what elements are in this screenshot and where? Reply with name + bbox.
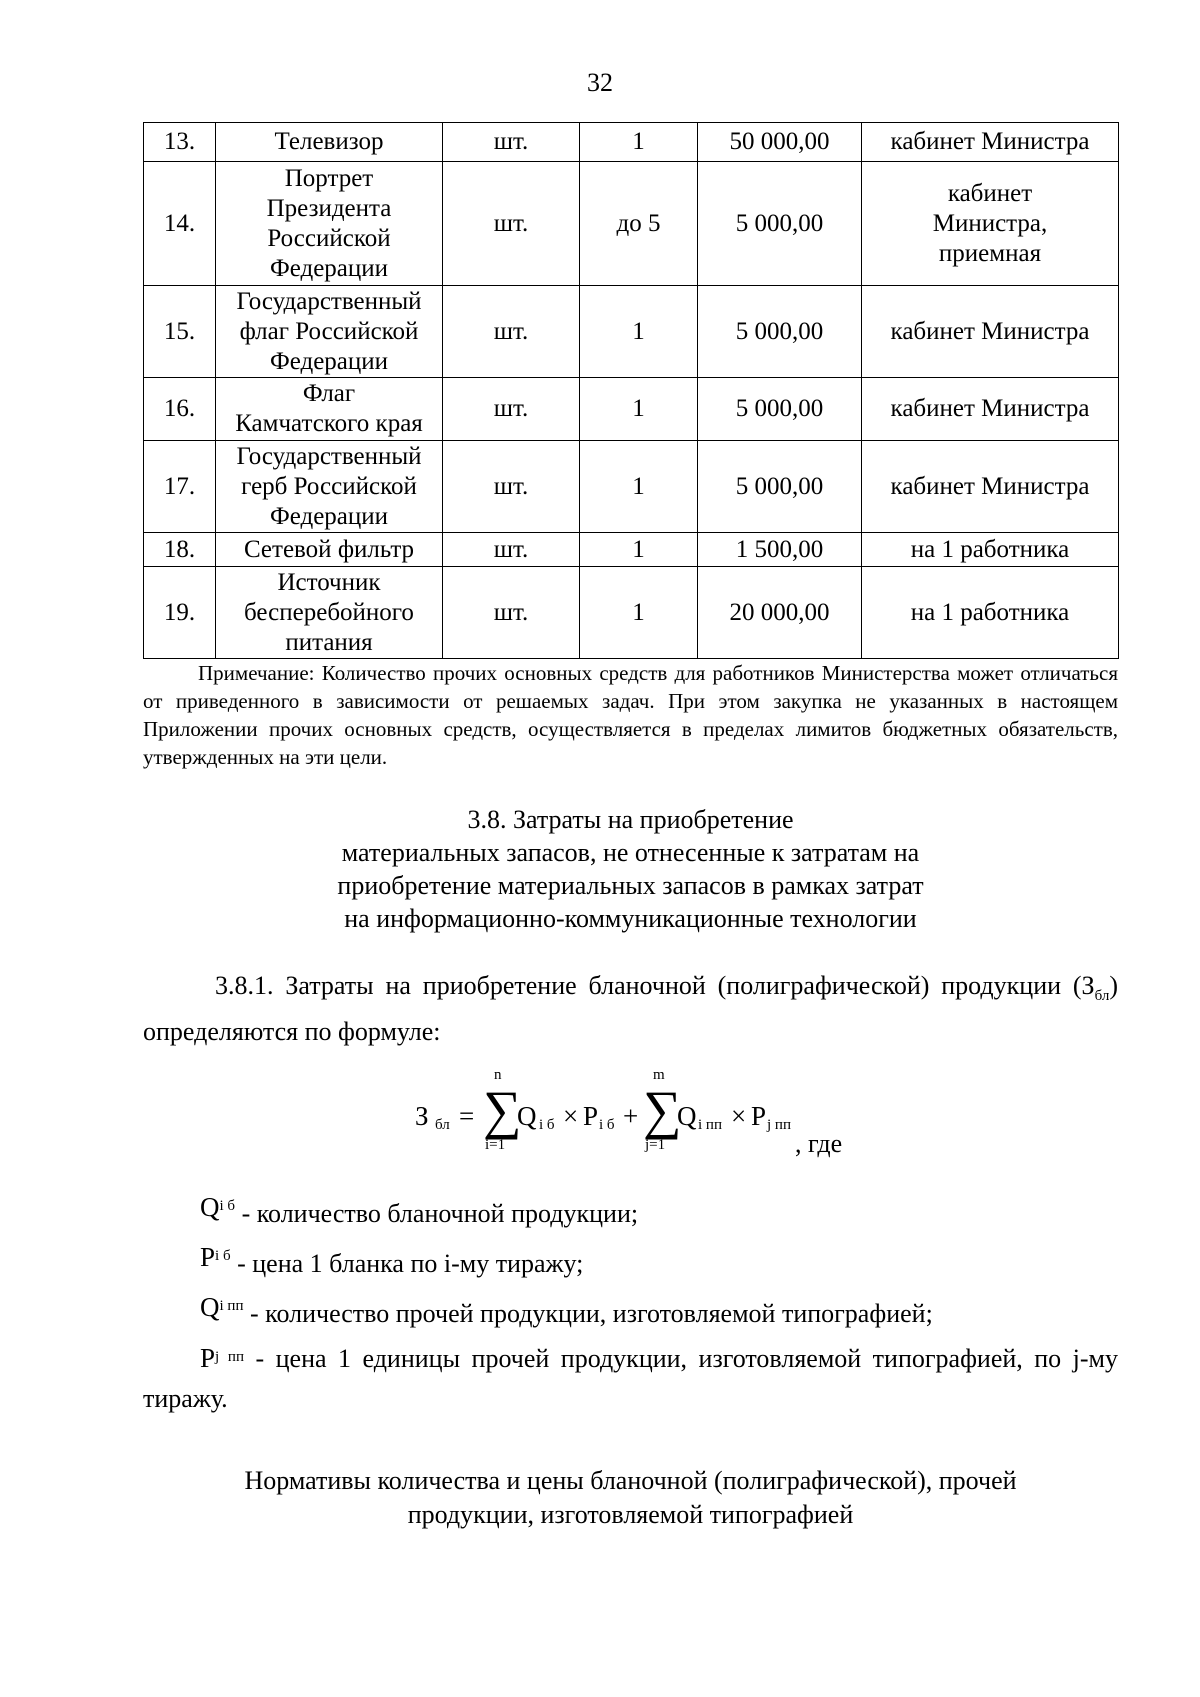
- def-text: - цена 1 единицы прочей продукции, изготовляемой типографией, по j-му тиражу.: [143, 1344, 1118, 1413]
- definition-p-other: [143, 1340, 1118, 1417]
- item-quantity: 1: [580, 286, 698, 378]
- item-name: Сетевой фильтр: [216, 533, 443, 567]
- row-number: 19.: [144, 567, 216, 659]
- cost-formula: [405, 1065, 905, 1175]
- formula-q1-subscript: i б: [539, 1117, 555, 1133]
- item-unit: шт.: [443, 441, 580, 533]
- def-subscript: j пп: [215, 1349, 244, 1365]
- table-row: [144, 286, 1119, 378]
- item-price: 20 000,00: [698, 567, 862, 659]
- def-symbol: Q: [200, 1192, 220, 1222]
- formula-p1: P: [583, 1101, 599, 1131]
- sum1-upper-limit: n: [494, 1067, 502, 1083]
- definition-q-blank: [200, 1190, 638, 1229]
- row-number: 15.: [144, 286, 216, 378]
- def-text: - количество прочей продукции, изготовляемой типографией;: [249, 1299, 933, 1328]
- item-name: Флаг Камчатского края: [216, 378, 443, 441]
- paragraph-text-end: ) определяются по формуле:: [143, 971, 1118, 1047]
- table-row: [144, 567, 1119, 659]
- row-number: 16.: [144, 378, 216, 441]
- formula-q1: Q: [517, 1101, 537, 1131]
- table-row: [144, 162, 1119, 286]
- def-text: - количество бланочной продукции;: [241, 1199, 639, 1228]
- norms-title-line: Нормативы количества и цены бланочной (полиграфической), прочей: [244, 1466, 1017, 1495]
- item-unit: шт.: [443, 123, 580, 162]
- formula-q2: Q: [677, 1101, 697, 1131]
- formula-lhs-subscript: бл: [435, 1117, 450, 1133]
- table-row: [144, 441, 1119, 533]
- item-price: 5 000,00: [698, 286, 862, 378]
- item-name: Государственный герб Российской Федерации: [216, 441, 443, 533]
- item-name: Телевизор: [216, 123, 443, 162]
- table-row: [144, 123, 1119, 162]
- item-name: Портрет Президента Российской Федерации: [216, 162, 443, 286]
- item-price: 5 000,00: [698, 162, 862, 286]
- equipment-table: [143, 122, 1119, 659]
- item-price: 1 500,00: [698, 533, 862, 567]
- item-unit: шт.: [443, 567, 580, 659]
- formula-intro-paragraph: [143, 968, 1118, 1050]
- item-quantity: 1: [580, 378, 698, 441]
- table-row: [144, 378, 1119, 441]
- item-location: кабинет Министра: [862, 378, 1119, 441]
- table-row: [144, 533, 1119, 567]
- formula-times-1: ×: [563, 1101, 579, 1131]
- def-subscript: i б: [215, 1248, 231, 1264]
- def-symbol: P: [200, 1343, 216, 1373]
- formula-equals: =: [459, 1101, 475, 1131]
- def-subscript: i б: [219, 1198, 236, 1214]
- sigma-symbol-2: ∑: [643, 1080, 682, 1140]
- item-location: кабинет Министра: [862, 286, 1119, 378]
- formula-p1-subscript: i б: [599, 1117, 615, 1133]
- item-quantity: 1: [580, 567, 698, 659]
- sum1-lower-limit: i=1: [485, 1137, 506, 1153]
- formula-lhs: З: [415, 1101, 429, 1131]
- definition-q-other: [200, 1290, 933, 1329]
- paragraph-subscript: бл: [1094, 988, 1110, 1005]
- item-price: 50 000,00: [698, 123, 862, 162]
- def-symbol: Q: [200, 1292, 220, 1322]
- sum2-upper-limit: m: [653, 1067, 665, 1083]
- formula-p2: P: [751, 1101, 767, 1131]
- item-unit: шт.: [443, 533, 580, 567]
- formula-plus: +: [623, 1101, 639, 1131]
- row-number: 14.: [144, 162, 216, 286]
- item-location: на 1 работника: [862, 567, 1119, 659]
- item-unit: шт.: [443, 378, 580, 441]
- formula-times-2: ×: [731, 1101, 747, 1131]
- def-symbol: P: [200, 1242, 216, 1272]
- definition-p-blank: [200, 1240, 583, 1279]
- item-price: 5 000,00: [698, 378, 862, 441]
- sigma-symbol-1: ∑: [483, 1080, 522, 1140]
- section-title-line: на информационно-коммуникационные технологии: [344, 904, 917, 933]
- item-unit: шт.: [443, 162, 580, 286]
- item-location: кабинет Министра: [862, 441, 1119, 533]
- def-text: - цена 1 бланка по i-му тиражу;: [237, 1249, 584, 1278]
- item-location: кабинет Министра, приемная: [862, 162, 1119, 286]
- item-name: Источник бесперебойного питания: [216, 567, 443, 659]
- section-title-line: 3.8. Затраты на приобретение: [467, 805, 794, 834]
- item-name: Государственный флаг Российской Федерации: [216, 286, 443, 378]
- formula-p2-subscript: j пп: [767, 1117, 791, 1133]
- section-title-line: приобретение материальных запасов в рамках затрат: [337, 871, 924, 900]
- item-location: на 1 работника: [862, 533, 1119, 567]
- item-quantity: 1: [580, 441, 698, 533]
- row-number: 13.: [144, 123, 216, 162]
- sum2-lower-limit: j=1: [645, 1137, 666, 1153]
- section-title-line: материальных запасов, не отнесенные к затратам на: [341, 838, 920, 867]
- def-subscript: i пп: [219, 1298, 244, 1314]
- item-quantity: 1: [580, 533, 698, 567]
- item-price: 5 000,00: [698, 441, 862, 533]
- row-number: 17.: [144, 441, 216, 533]
- item-quantity: 1: [580, 123, 698, 162]
- page-number: 32: [587, 68, 613, 97]
- row-number: 18.: [144, 533, 216, 567]
- norms-title-line: продукции, изготовляемой типографией: [407, 1500, 854, 1529]
- item-unit: шт.: [443, 286, 580, 378]
- formula-q2-subscript: i пп: [698, 1117, 722, 1133]
- item-location: кабинет Министра: [862, 123, 1119, 162]
- table-note: Примечание: Количество прочих основных средств для работников Министерства может отличаться от приведенного в зависимости от решаемых задач. При этом закупка не указанных в настоящем Приложении прочих основных средств, осуществляется в пределах лимитов бюджетных обязательств, утвержденных на эти цели.: [143, 661, 1118, 769]
- paragraph-text: 3.8.1. Затраты на приобретение бланочной (полиграфической) продукции (З: [215, 971, 1095, 1000]
- formula-suffix: , где: [795, 1129, 843, 1158]
- section-title: [143, 803, 1118, 935]
- norms-title: [143, 1464, 1118, 1532]
- item-quantity: до 5: [580, 162, 698, 286]
